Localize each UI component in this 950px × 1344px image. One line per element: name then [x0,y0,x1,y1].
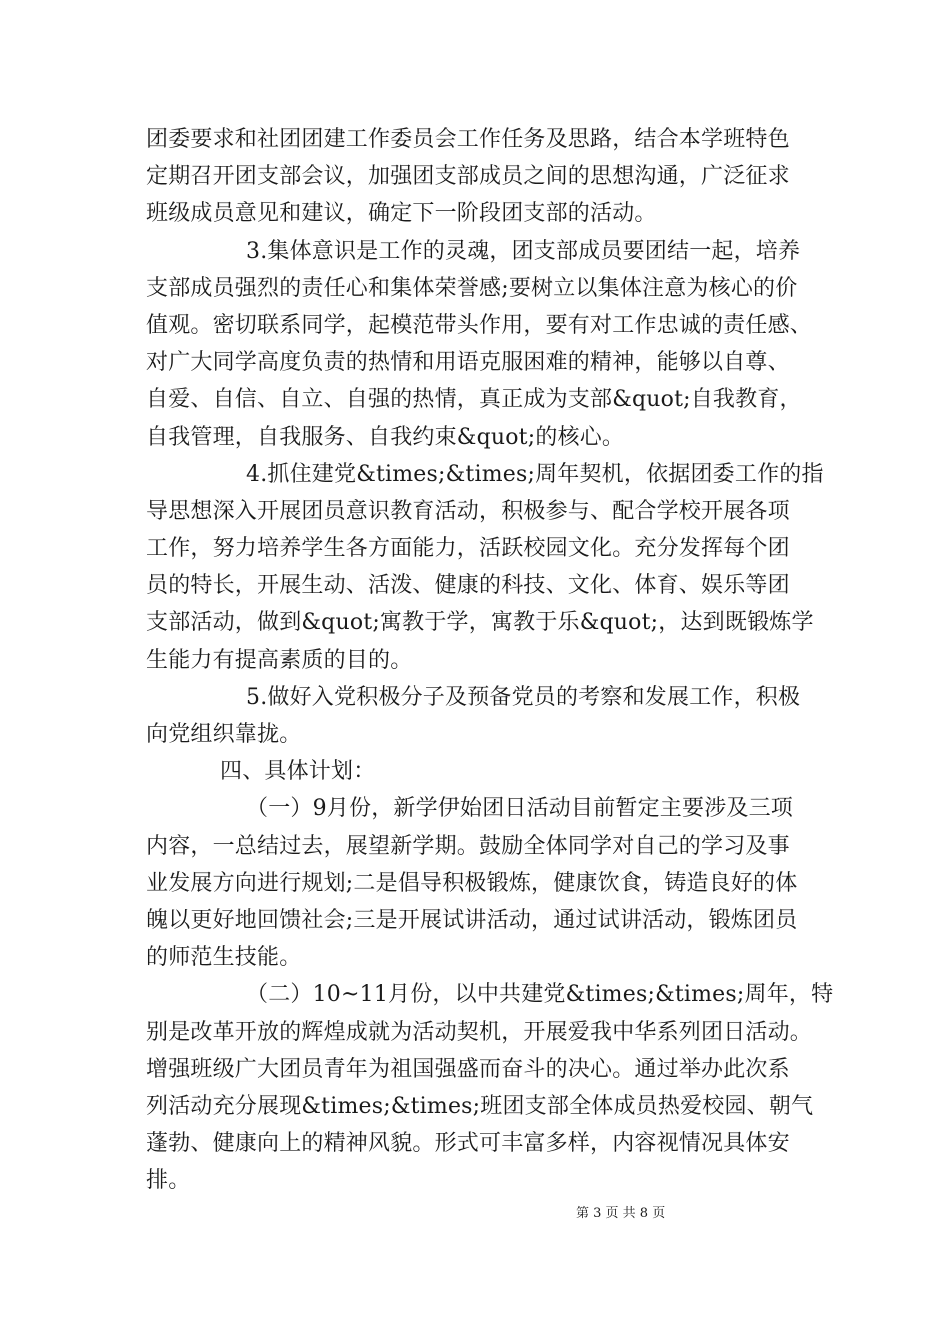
text-line: （一）9月份，新学伊始团日活动目前暂定主要涉及三项 [246,796,793,822]
text-line: 自我管理，自我服务、自我约束&quot;的核心。 [146,424,625,450]
text-line: 团委要求和社团团建工作委员会工作任务及思路，结合本学班特色 [146,127,790,152]
text-line: 对广大同学高度负责的热情和用语克服困难的精神，能够以自尊、 [146,350,790,376]
text-line: 增强班级广大团员青年为祖国强盛而奋斗的决心。通过举办此次系 [146,1056,790,1082]
text-line: 生能力有提高素质的目的。 [146,647,413,673]
text-line: 魄以更好地回馈社会;三是开展试讲活动，通过试讲活动，锻炼团员 [146,907,798,933]
text-line: 值观。密切联系同学，起模范带头作用，要有对工作忠诚的责任感、 [146,312,813,338]
text-line: 业发展方向进行规划;二是倡导积极锻炼，健康饮食，铸造良好的体 [146,870,798,896]
text-line: 5.做好入党积极分子及预备党员的考察和发展工作，积极 [246,684,801,710]
text-line: 自爱、自信、自立、自强的热情，真正成为支部&quot;自我教育， [146,387,802,413]
text-line: 向党组织靠拢。 [146,722,302,747]
text-line: 导思想深入开展团员意识教育活动，积极参与、配合学校开展各项 [146,498,790,524]
text-line: 别是改革开放的辉煌成就为活动契机，开展爱我中华系列团日活动。 [146,1019,813,1045]
text-line: 定期召开团支部会议，加强团支部成员之间的思想沟通，广泛征求 [146,164,790,190]
text-line: 工作，努力培养学生各方面能力，活跃校园文化。充分发挥每个团 [146,536,790,562]
document-body [146,121,834,1199]
section-heading: 四、具体计划： [220,759,376,785]
text-line: 的师范生技能。 [146,945,302,971]
text-line: 班级成员意见和建议，确定下一阶段团支部的活动。 [146,201,657,227]
text-line: 员的特长，开展生动、活泼、健康的科技、文化、体育、娱乐等团 [146,573,790,599]
text-line: 4.抓住建党&times;&times;周年契机，依据团委工作的指 [246,461,824,487]
text-line: 内容，一总结过去，展望新学期。鼓励全体同学对自己的学习及事 [146,833,790,859]
text-line: 列活动充分展现&times;&times;班团支部全体成员热爱校园、朝气 [146,1093,814,1119]
text-line: 3.集体意识是工作的灵魂，团支部成员要团结一起，培养 [246,238,801,264]
text-line: （二）10~11月份，以中共建党&times;&times;周年，特 [246,982,834,1008]
text-line: 支部成员强烈的责任心和集体荣誉感;要树立以集体注意为核心的价 [146,275,798,301]
page-number-footer: 第 3 页 共 8 页 [576,1206,666,1221]
text-line: 排。 [146,1168,191,1194]
text-line: 支部活动，做到&quot;寓教于学，寓教于乐&quot;，达到既锻炼学 [146,610,814,636]
text-line: 蓬勃、健康向上的精神风貌。形式可丰富多样，内容视情况具体安 [146,1131,790,1157]
